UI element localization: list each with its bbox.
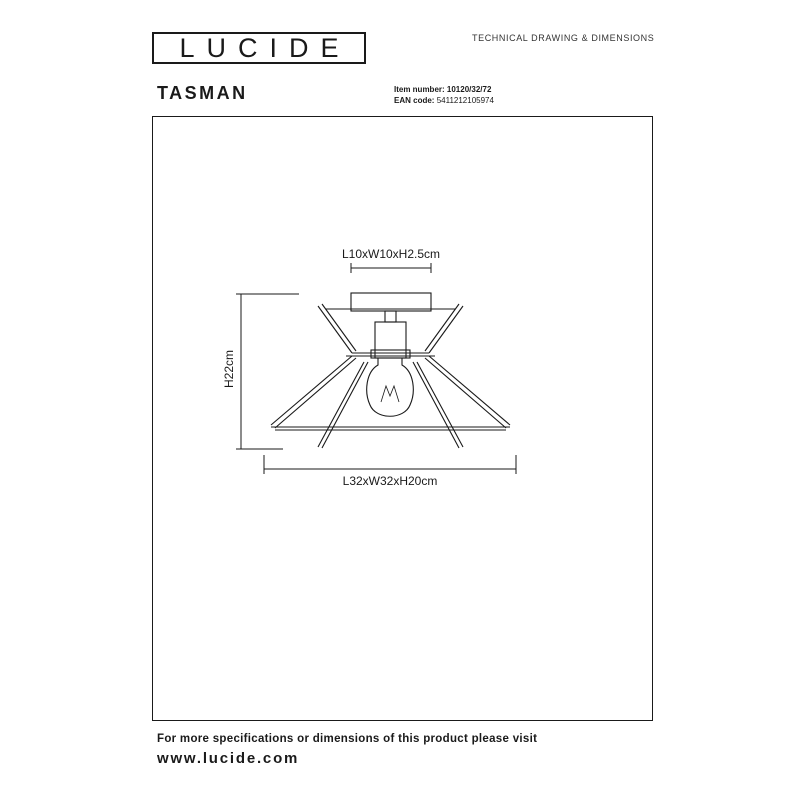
dim-label-bottom: L32xW32xH20cm [342,474,438,488]
product-name: TASMAN [157,83,248,103]
item-number-value: 10120/32/72 [446,85,492,94]
ean-value: 5411212105974 [436,96,494,105]
ean-label: EAN code: [394,96,435,105]
canopy [351,293,431,311]
dim-label-height: H22cm [222,349,236,389]
document-type: TECHNICAL DRAWING & DIMENSIONS [472,33,655,43]
bulb [367,358,414,416]
lamp-outline [271,293,510,448]
dim-label-top: L10xW10xH2.5cm [341,247,441,261]
footer-url[interactable]: www.lucide.com [157,750,300,767]
item-number-label: Item number: [394,85,445,94]
footer-note: For more specifications or dimensions of this product please visit [157,733,538,745]
logo-text: LUCIDE [179,32,351,63]
